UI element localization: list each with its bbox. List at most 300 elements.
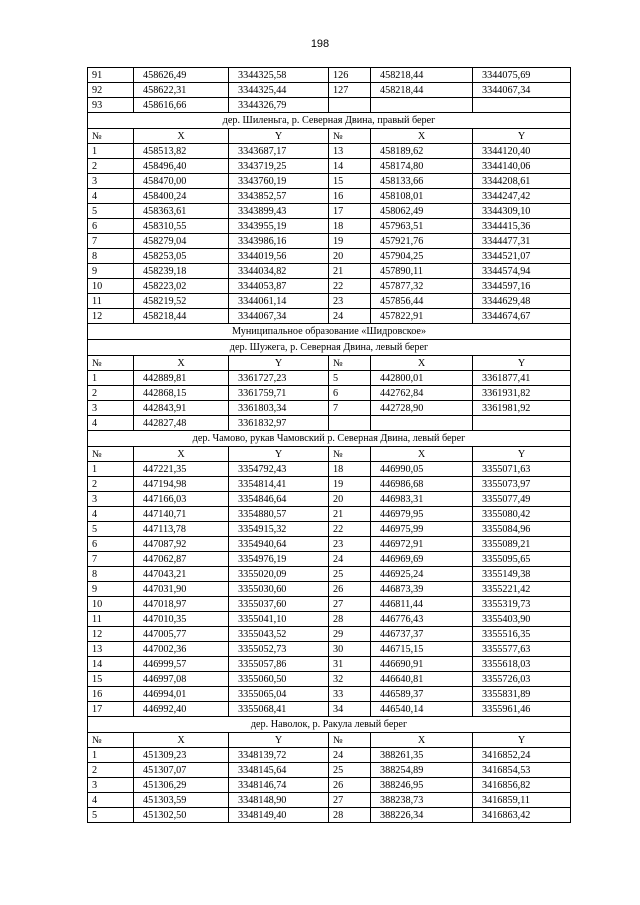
point-number-cell: 4 — [88, 189, 134, 204]
point-number-cell: 16 — [329, 189, 371, 204]
table-row — [88, 657, 571, 672]
table-row — [88, 672, 571, 687]
table-row — [88, 144, 571, 159]
table-row — [88, 748, 571, 763]
column-header-number: № — [88, 733, 134, 748]
x-coordinate-cell: 458400,24 — [134, 189, 229, 204]
table-row — [88, 793, 571, 808]
point-number-cell: 2 — [88, 386, 134, 401]
column-header-number: № — [329, 447, 371, 462]
table-row — [88, 189, 571, 204]
y-coordinate-cell: 3355149,38 — [473, 567, 571, 582]
point-number-cell: 14 — [329, 159, 371, 174]
section-title: дер. Шужега, р. Северная Двина, левый берег — [88, 340, 571, 356]
y-coordinate-cell: 3355043,52 — [229, 627, 329, 642]
point-number-cell: 2 — [88, 763, 134, 778]
point-number-cell: 7 — [88, 234, 134, 249]
point-number-cell — [329, 416, 371, 431]
y-coordinate-cell: 3355065,04 — [229, 687, 329, 702]
point-number-cell: 1 — [88, 462, 134, 477]
point-number-cell: 19 — [329, 477, 371, 492]
y-coordinate-cell — [473, 416, 571, 431]
section-title-row — [88, 340, 571, 356]
y-coordinate-cell — [473, 98, 571, 113]
x-coordinate-cell: 447062,87 — [134, 552, 229, 567]
y-coordinate-cell: 3343719,25 — [229, 159, 329, 174]
point-number-cell: 32 — [329, 672, 371, 687]
y-coordinate-cell: 3355319,73 — [473, 597, 571, 612]
x-coordinate-cell: 446873,39 — [371, 582, 473, 597]
column-header-number: № — [88, 447, 134, 462]
y-coordinate-cell: 3361877,41 — [473, 371, 571, 386]
point-number-cell: 34 — [329, 702, 371, 717]
y-coordinate-cell: 3354792,43 — [229, 462, 329, 477]
x-coordinate-cell: 447113,78 — [134, 522, 229, 537]
point-number-cell: 15 — [88, 672, 134, 687]
table-row — [88, 582, 571, 597]
table-row — [88, 371, 571, 386]
y-coordinate-cell: 3343899,43 — [229, 204, 329, 219]
point-number-cell: 25 — [329, 567, 371, 582]
y-coordinate-cell: 3344120,40 — [473, 144, 571, 159]
page-number: 198 — [310, 38, 330, 50]
section-title: дер. Чамово, рукав Чамовский р. Северная Двина, левый берег — [88, 431, 571, 447]
x-coordinate-cell: 446999,57 — [134, 657, 229, 672]
x-coordinate-cell: 458133,66 — [371, 174, 473, 189]
point-number-cell: 25 — [329, 763, 371, 778]
y-coordinate-cell: 3354880,57 — [229, 507, 329, 522]
table-row — [88, 234, 571, 249]
point-number-cell: 1 — [88, 144, 134, 159]
table-row — [88, 597, 571, 612]
x-coordinate-cell: 446737,37 — [371, 627, 473, 642]
x-coordinate-cell: 447140,71 — [134, 507, 229, 522]
column-header-row — [88, 129, 571, 144]
x-coordinate-cell: 447018,97 — [134, 597, 229, 612]
column-header-x: X — [134, 733, 229, 748]
column-header-number: № — [329, 356, 371, 371]
x-coordinate-cell: 451309,23 — [134, 748, 229, 763]
x-coordinate-cell: 446983,31 — [371, 492, 473, 507]
x-coordinate-cell: 447010,35 — [134, 612, 229, 627]
y-coordinate-cell: 3343955,19 — [229, 219, 329, 234]
y-coordinate-cell: 3355577,63 — [473, 642, 571, 657]
x-coordinate-cell: 458189,62 — [371, 144, 473, 159]
y-coordinate-cell: 3416854,53 — [473, 763, 571, 778]
point-number-cell: 11 — [88, 612, 134, 627]
point-number-cell: 30 — [329, 642, 371, 657]
x-coordinate-cell: 447002,36 — [134, 642, 229, 657]
x-coordinate-cell: 447043,21 — [134, 567, 229, 582]
x-coordinate-cell: 457856,44 — [371, 294, 473, 309]
y-coordinate-cell: 3355221,42 — [473, 582, 571, 597]
y-coordinate-cell: 3361931,82 — [473, 386, 571, 401]
x-coordinate-cell: 446979,95 — [371, 507, 473, 522]
x-coordinate-cell: 446811,44 — [371, 597, 473, 612]
section-title-row — [88, 717, 571, 733]
point-number-cell: 13 — [88, 642, 134, 657]
column-header-number: № — [329, 129, 371, 144]
x-coordinate-cell: 442868,15 — [134, 386, 229, 401]
x-coordinate-cell: 451307,07 — [134, 763, 229, 778]
y-coordinate-cell: 3361803,34 — [229, 401, 329, 416]
x-coordinate-cell: 458223,02 — [134, 279, 229, 294]
section-title-row — [88, 431, 571, 447]
table-row — [88, 522, 571, 537]
y-coordinate-cell: 3348149,40 — [229, 808, 329, 823]
x-coordinate-cell: 442827,48 — [134, 416, 229, 431]
column-header-row — [88, 733, 571, 748]
point-number-cell: 28 — [329, 808, 371, 823]
point-number-cell: 6 — [88, 219, 134, 234]
y-coordinate-cell: 3355961,46 — [473, 702, 571, 717]
point-number-cell: 18 — [329, 462, 371, 477]
x-coordinate-cell: 451302,50 — [134, 808, 229, 823]
y-coordinate-cell: 3355057,86 — [229, 657, 329, 672]
x-coordinate-cell — [371, 98, 473, 113]
point-number-cell: 9 — [88, 582, 134, 597]
table-row — [88, 567, 571, 582]
table-row — [88, 462, 571, 477]
y-coordinate-cell: 3361727,23 — [229, 371, 329, 386]
x-coordinate-cell: 446925,24 — [371, 567, 473, 582]
x-coordinate-cell: 458279,04 — [134, 234, 229, 249]
y-coordinate-cell: 3344208,61 — [473, 174, 571, 189]
x-coordinate-cell: 451306,29 — [134, 778, 229, 793]
y-coordinate-cell: 3343986,16 — [229, 234, 329, 249]
y-coordinate-cell: 3348148,90 — [229, 793, 329, 808]
table-row — [88, 401, 571, 416]
x-coordinate-cell: 442762,84 — [371, 386, 473, 401]
x-coordinate-cell: 446972,91 — [371, 537, 473, 552]
x-coordinate-cell: 446994,01 — [134, 687, 229, 702]
table-row — [88, 537, 571, 552]
point-number-cell: 4 — [88, 793, 134, 808]
x-coordinate-cell: 442728,90 — [371, 401, 473, 416]
y-coordinate-cell: 3355095,65 — [473, 552, 571, 567]
point-number-cell: 22 — [329, 279, 371, 294]
table-row — [88, 507, 571, 522]
point-number-cell: 8 — [88, 567, 134, 582]
section-title: Муниципальное образование «Шидровское» — [88, 324, 571, 340]
point-number-cell: 22 — [329, 522, 371, 537]
point-number-cell: 15 — [329, 174, 371, 189]
point-number-cell: 1 — [88, 748, 134, 763]
point-number-cell: 13 — [329, 144, 371, 159]
y-coordinate-cell: 3344574,94 — [473, 264, 571, 279]
point-number-cell: 93 — [88, 98, 134, 113]
x-coordinate-cell: 458513,82 — [134, 144, 229, 159]
table-row — [88, 279, 571, 294]
y-coordinate-cell: 3344597,16 — [473, 279, 571, 294]
y-coordinate-cell: 3416859,11 — [473, 793, 571, 808]
y-coordinate-cell: 3354915,32 — [229, 522, 329, 537]
x-coordinate-cell: 458108,01 — [371, 189, 473, 204]
point-number-cell: 5 — [88, 522, 134, 537]
table-row — [88, 416, 571, 431]
x-coordinate-cell: 446992,40 — [134, 702, 229, 717]
section-title-row — [88, 113, 571, 129]
y-coordinate-cell: 3344415,36 — [473, 219, 571, 234]
point-number-cell: 7 — [329, 401, 371, 416]
column-header-x: X — [134, 356, 229, 371]
point-number-cell: 20 — [329, 492, 371, 507]
y-coordinate-cell: 3416856,82 — [473, 778, 571, 793]
y-coordinate-cell: 3355077,49 — [473, 492, 571, 507]
y-coordinate-cell: 3355831,89 — [473, 687, 571, 702]
x-coordinate-cell: 447166,03 — [134, 492, 229, 507]
table-row — [88, 808, 571, 823]
point-number-cell: 12 — [88, 309, 134, 324]
point-number-cell: 10 — [88, 279, 134, 294]
point-number-cell: 26 — [329, 582, 371, 597]
point-number-cell: 6 — [329, 386, 371, 401]
table-row — [88, 83, 571, 98]
column-header-x: X — [134, 129, 229, 144]
point-number-cell: 28 — [329, 612, 371, 627]
point-number-cell: 27 — [329, 597, 371, 612]
point-number-cell: 3 — [88, 492, 134, 507]
point-number-cell: 12 — [88, 627, 134, 642]
point-number-cell: 14 — [88, 657, 134, 672]
y-coordinate-cell: 3355052,73 — [229, 642, 329, 657]
y-coordinate-cell: 3348146,74 — [229, 778, 329, 793]
point-number-cell: 26 — [329, 778, 371, 793]
column-header-x: X — [371, 129, 473, 144]
y-coordinate-cell: 3355060,50 — [229, 672, 329, 687]
column-header-y: Y — [229, 356, 329, 371]
point-number-cell: 2 — [88, 477, 134, 492]
table-row — [88, 627, 571, 642]
y-coordinate-cell: 3416852,24 — [473, 748, 571, 763]
x-coordinate-cell: 447221,35 — [134, 462, 229, 477]
y-coordinate-cell: 3344674,67 — [473, 309, 571, 324]
y-coordinate-cell: 3355020,09 — [229, 567, 329, 582]
table-row — [88, 219, 571, 234]
y-coordinate-cell: 3344034,82 — [229, 264, 329, 279]
column-header-x: X — [371, 447, 473, 462]
point-number-cell: 3 — [88, 401, 134, 416]
point-number-cell: 24 — [329, 309, 371, 324]
y-coordinate-cell: 3355403,90 — [473, 612, 571, 627]
column-header-number: № — [88, 356, 134, 371]
point-number-cell: 5 — [88, 808, 134, 823]
point-number-cell: 6 — [88, 537, 134, 552]
y-coordinate-cell: 3416863,42 — [473, 808, 571, 823]
table-row — [88, 702, 571, 717]
point-number-cell: 8 — [88, 249, 134, 264]
section-title: дер. Шиленьга, р. Северная Двина, правый берег — [88, 113, 571, 129]
point-number-cell: 17 — [329, 204, 371, 219]
point-number-cell: 126 — [329, 68, 371, 83]
point-number-cell: 21 — [329, 264, 371, 279]
y-coordinate-cell: 3344247,42 — [473, 189, 571, 204]
x-coordinate-cell: 458310,55 — [134, 219, 229, 234]
x-coordinate-cell: 446540,14 — [371, 702, 473, 717]
point-number-cell: 92 — [88, 83, 134, 98]
y-coordinate-cell: 3348145,64 — [229, 763, 329, 778]
x-coordinate-cell: 458218,44 — [371, 68, 473, 83]
point-number-cell: 4 — [88, 416, 134, 431]
y-coordinate-cell: 3344067,34 — [473, 83, 571, 98]
x-coordinate-cell: 388246,95 — [371, 778, 473, 793]
y-coordinate-cell: 3355726,03 — [473, 672, 571, 687]
x-coordinate-cell: 446997,08 — [134, 672, 229, 687]
column-header-y: Y — [473, 733, 571, 748]
point-number-cell: 17 — [88, 702, 134, 717]
x-coordinate-cell: 457822,91 — [371, 309, 473, 324]
section-title: дер. Наволок, р. Ракула левый берег — [88, 717, 571, 733]
point-number-cell: 91 — [88, 68, 134, 83]
x-coordinate-cell: 446589,37 — [371, 687, 473, 702]
x-coordinate-cell: 388226,34 — [371, 808, 473, 823]
y-coordinate-cell: 3354846,64 — [229, 492, 329, 507]
x-coordinate-cell: 388238,73 — [371, 793, 473, 808]
table-row — [88, 763, 571, 778]
table-row — [88, 492, 571, 507]
point-number-cell: 19 — [329, 234, 371, 249]
point-number-cell: 21 — [329, 507, 371, 522]
y-coordinate-cell: 3344140,06 — [473, 159, 571, 174]
x-coordinate-cell: 447005,77 — [134, 627, 229, 642]
y-coordinate-cell: 3343760,19 — [229, 174, 329, 189]
y-coordinate-cell: 3343852,57 — [229, 189, 329, 204]
column-header-row — [88, 447, 571, 462]
table-row — [88, 68, 571, 83]
y-coordinate-cell: 3344061,14 — [229, 294, 329, 309]
y-coordinate-cell: 3355073,97 — [473, 477, 571, 492]
table-row — [88, 642, 571, 657]
y-coordinate-cell: 3343687,17 — [229, 144, 329, 159]
table-row — [88, 264, 571, 279]
y-coordinate-cell: 3344629,48 — [473, 294, 571, 309]
x-coordinate-cell: 458218,44 — [134, 309, 229, 324]
x-coordinate-cell: 457877,32 — [371, 279, 473, 294]
point-number-cell: 127 — [329, 83, 371, 98]
point-number-cell — [329, 98, 371, 113]
point-number-cell: 18 — [329, 219, 371, 234]
table-row — [88, 778, 571, 793]
x-coordinate-cell: 447031,90 — [134, 582, 229, 597]
point-number-cell: 3 — [88, 778, 134, 793]
x-coordinate-cell: 446990,05 — [371, 462, 473, 477]
x-coordinate-cell: 458496,40 — [134, 159, 229, 174]
y-coordinate-cell: 3344325,44 — [229, 83, 329, 98]
x-coordinate-cell: 458253,05 — [134, 249, 229, 264]
x-coordinate-cell: 442889,81 — [134, 371, 229, 386]
point-number-cell: 3 — [88, 174, 134, 189]
y-coordinate-cell: 3355068,41 — [229, 702, 329, 717]
x-coordinate-cell: 446986,68 — [371, 477, 473, 492]
y-coordinate-cell: 3344521,07 — [473, 249, 571, 264]
x-coordinate-cell: 457963,51 — [371, 219, 473, 234]
table-row — [88, 174, 571, 189]
y-coordinate-cell: 3361759,71 — [229, 386, 329, 401]
x-coordinate-cell — [371, 416, 473, 431]
y-coordinate-cell: 3344326,79 — [229, 98, 329, 113]
column-header-number: № — [329, 733, 371, 748]
x-coordinate-cell: 458062,49 — [371, 204, 473, 219]
table-row — [88, 159, 571, 174]
column-header-y: Y — [229, 733, 329, 748]
x-coordinate-cell: 446776,43 — [371, 612, 473, 627]
x-coordinate-cell: 458626,49 — [134, 68, 229, 83]
y-coordinate-cell: 3344075,69 — [473, 68, 571, 83]
point-number-cell: 27 — [329, 793, 371, 808]
y-coordinate-cell: 3355089,21 — [473, 537, 571, 552]
x-coordinate-cell: 458622,31 — [134, 83, 229, 98]
x-coordinate-cell: 446715,15 — [371, 642, 473, 657]
table-row — [88, 98, 571, 113]
y-coordinate-cell: 3355084,96 — [473, 522, 571, 537]
point-number-cell: 2 — [88, 159, 134, 174]
y-coordinate-cell: 3354940,64 — [229, 537, 329, 552]
table-row — [88, 309, 571, 324]
x-coordinate-cell: 457921,76 — [371, 234, 473, 249]
y-coordinate-cell: 3344325,58 — [229, 68, 329, 83]
point-number-cell: 24 — [329, 552, 371, 567]
y-coordinate-cell: 3355516,35 — [473, 627, 571, 642]
y-coordinate-cell: 3361981,92 — [473, 401, 571, 416]
column-header-y: Y — [229, 129, 329, 144]
coordinates-table — [87, 67, 571, 823]
y-coordinate-cell: 3355080,42 — [473, 507, 571, 522]
table-row — [88, 386, 571, 401]
y-coordinate-cell: 3355071,63 — [473, 462, 571, 477]
point-number-cell: 9 — [88, 264, 134, 279]
y-coordinate-cell: 3348139,72 — [229, 748, 329, 763]
x-coordinate-cell: 458239,18 — [134, 264, 229, 279]
table-row — [88, 294, 571, 309]
column-header-number: № — [88, 129, 134, 144]
column-header-y: Y — [473, 129, 571, 144]
point-number-cell: 29 — [329, 627, 371, 642]
column-header-x: X — [371, 356, 473, 371]
point-number-cell: 7 — [88, 552, 134, 567]
y-coordinate-cell: 3354814,41 — [229, 477, 329, 492]
point-number-cell: 20 — [329, 249, 371, 264]
y-coordinate-cell: 3355041,10 — [229, 612, 329, 627]
x-coordinate-cell: 451303,59 — [134, 793, 229, 808]
y-coordinate-cell: 3344067,34 — [229, 309, 329, 324]
point-number-cell: 24 — [329, 748, 371, 763]
x-coordinate-cell: 388254,89 — [371, 763, 473, 778]
table-row — [88, 477, 571, 492]
x-coordinate-cell: 458363,61 — [134, 204, 229, 219]
y-coordinate-cell: 3355030,60 — [229, 582, 329, 597]
point-number-cell: 16 — [88, 687, 134, 702]
x-coordinate-cell: 447194,98 — [134, 477, 229, 492]
table-row — [88, 612, 571, 627]
x-coordinate-cell: 457890,11 — [371, 264, 473, 279]
x-coordinate-cell: 457904,25 — [371, 249, 473, 264]
point-number-cell: 10 — [88, 597, 134, 612]
y-coordinate-cell: 3355037,60 — [229, 597, 329, 612]
table-row — [88, 249, 571, 264]
column-header-y: Y — [229, 447, 329, 462]
column-header-x: X — [371, 733, 473, 748]
y-coordinate-cell: 3344053,87 — [229, 279, 329, 294]
point-number-cell: 1 — [88, 371, 134, 386]
x-coordinate-cell: 458470,00 — [134, 174, 229, 189]
y-coordinate-cell: 3344019,56 — [229, 249, 329, 264]
x-coordinate-cell: 447087,92 — [134, 537, 229, 552]
section-title-row — [88, 324, 571, 340]
point-number-cell: 11 — [88, 294, 134, 309]
y-coordinate-cell: 3354976,19 — [229, 552, 329, 567]
x-coordinate-cell: 446640,81 — [371, 672, 473, 687]
y-coordinate-cell: 3344477,31 — [473, 234, 571, 249]
